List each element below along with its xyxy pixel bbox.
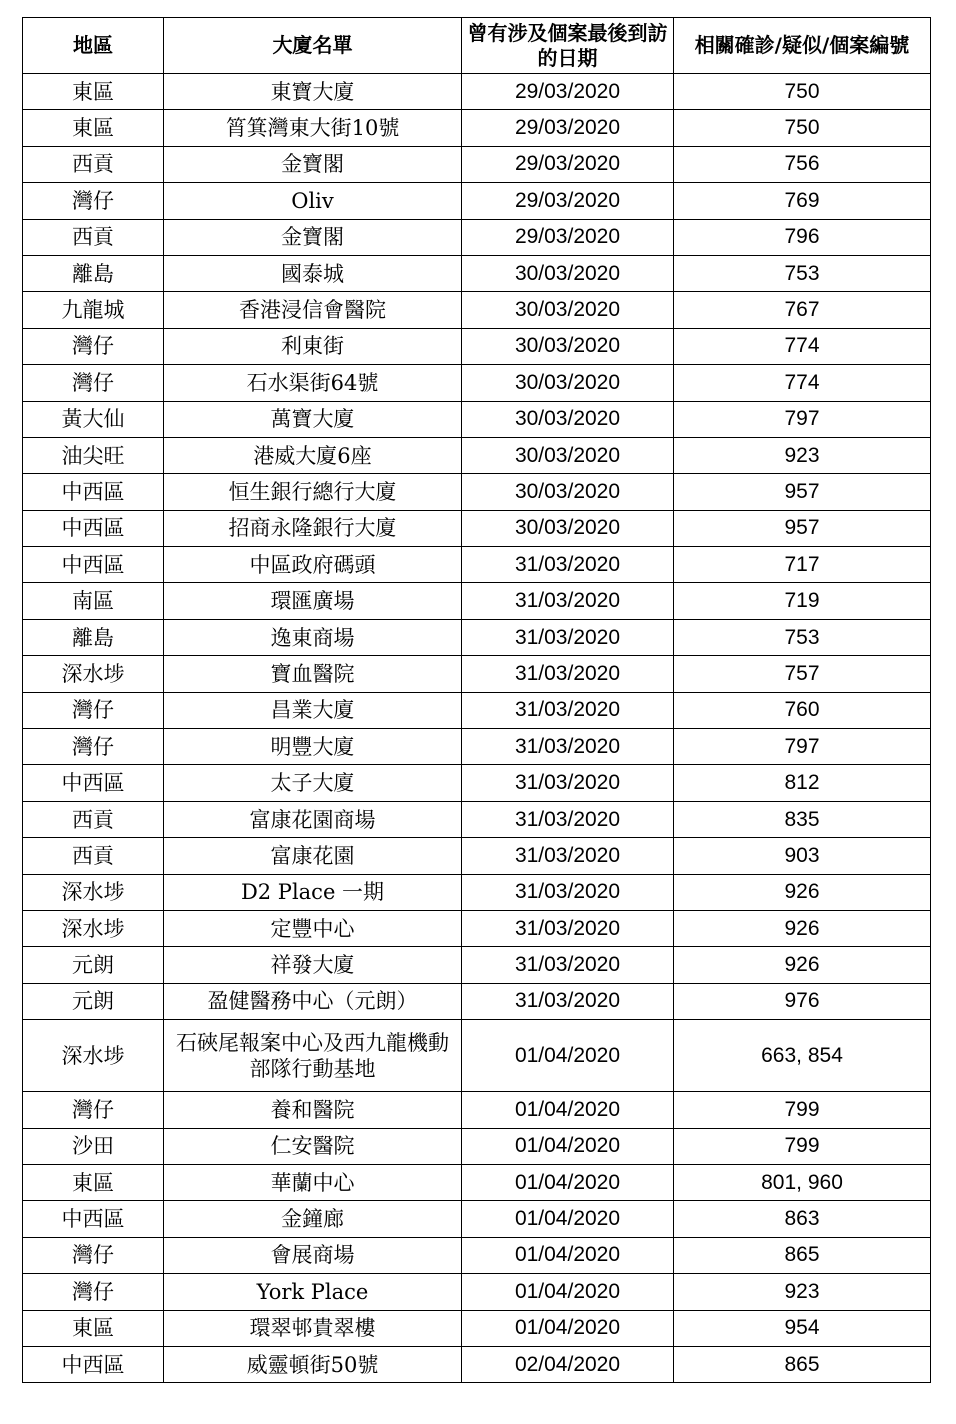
table-row bbox=[23, 983, 931, 1019]
cell-district: 中西區 bbox=[23, 1346, 164, 1382]
table-row bbox=[23, 765, 931, 801]
cell-district: 灣仔 bbox=[23, 365, 164, 401]
cell-district: 灣仔 bbox=[23, 1092, 164, 1128]
cell-date: 30/03/2020 bbox=[462, 474, 674, 510]
table-row bbox=[23, 437, 931, 473]
cell-cases: 923 bbox=[674, 1274, 931, 1310]
cell-building: 昌業大廈 bbox=[164, 692, 462, 728]
cell-cases: 926 bbox=[674, 947, 931, 983]
cell-district: 深水埗 bbox=[23, 1020, 164, 1092]
table-row bbox=[23, 1201, 931, 1237]
cell-date: 30/03/2020 bbox=[462, 365, 674, 401]
cell-cases: 863 bbox=[674, 1201, 931, 1237]
table-row bbox=[23, 510, 931, 546]
cell-date: 01/04/2020 bbox=[462, 1310, 674, 1346]
cell-district: 灣仔 bbox=[23, 729, 164, 765]
cell-cases: 797 bbox=[674, 729, 931, 765]
cell-building: 恒生銀行總行大廈 bbox=[164, 474, 462, 510]
cell-cases: 797 bbox=[674, 401, 931, 437]
cell-district: 西貢 bbox=[23, 801, 164, 837]
buildings-table bbox=[22, 17, 931, 1383]
cell-district: 黃大仙 bbox=[23, 401, 164, 437]
table-row bbox=[23, 146, 931, 182]
cell-building: 太子大廈 bbox=[164, 765, 462, 801]
cell-date: 01/04/2020 bbox=[462, 1201, 674, 1237]
table-row bbox=[23, 947, 931, 983]
cell-cases: 923 bbox=[674, 437, 931, 473]
cell-cases: 796 bbox=[674, 219, 931, 255]
cell-district: 灣仔 bbox=[23, 328, 164, 364]
cell-cases: 750 bbox=[674, 110, 931, 146]
table-row bbox=[23, 328, 931, 364]
cell-building: 筲箕灣東大街10號 bbox=[164, 110, 462, 146]
cell-district: 九龍城 bbox=[23, 292, 164, 328]
table-row bbox=[23, 401, 931, 437]
cell-building: 富康花園商場 bbox=[164, 801, 462, 837]
cell-date: 30/03/2020 bbox=[462, 328, 674, 364]
cell-building: 金寶閣 bbox=[164, 146, 462, 182]
cell-district: 西貢 bbox=[23, 146, 164, 182]
cell-date: 30/03/2020 bbox=[462, 292, 674, 328]
table-row bbox=[23, 74, 931, 110]
cell-cases: 954 bbox=[674, 1310, 931, 1346]
cell-cases: 719 bbox=[674, 583, 931, 619]
table-row bbox=[23, 1092, 931, 1128]
cell-cases: 760 bbox=[674, 692, 931, 728]
cell-cases: 774 bbox=[674, 365, 931, 401]
cell-cases: 756 bbox=[674, 146, 931, 182]
cell-building: 寶血醫院 bbox=[164, 656, 462, 692]
table-row bbox=[23, 1274, 931, 1310]
cell-date: 31/03/2020 bbox=[462, 583, 674, 619]
cell-date: 02/04/2020 bbox=[462, 1346, 674, 1382]
cell-district: 離島 bbox=[23, 619, 164, 655]
cell-building: York Place bbox=[164, 1274, 462, 1310]
table-header-row bbox=[23, 18, 931, 74]
table-row bbox=[23, 692, 931, 728]
cell-building: 會展商場 bbox=[164, 1237, 462, 1273]
table-row bbox=[23, 838, 931, 874]
cell-date: 31/03/2020 bbox=[462, 874, 674, 910]
cell-cases: 750 bbox=[674, 74, 931, 110]
cell-district: 深水埗 bbox=[23, 910, 164, 946]
cell-date: 01/04/2020 bbox=[462, 1164, 674, 1200]
cell-district: 中西區 bbox=[23, 547, 164, 583]
table-row bbox=[23, 547, 931, 583]
cell-date: 31/03/2020 bbox=[462, 910, 674, 946]
cell-building: 東寶大廈 bbox=[164, 74, 462, 110]
cell-date: 31/03/2020 bbox=[462, 983, 674, 1019]
cell-cases: 753 bbox=[674, 619, 931, 655]
table-row bbox=[23, 1310, 931, 1346]
cell-cases: 799 bbox=[674, 1128, 931, 1164]
table-row bbox=[23, 729, 931, 765]
cell-date: 31/03/2020 bbox=[462, 729, 674, 765]
cell-date: 30/03/2020 bbox=[462, 401, 674, 437]
cell-building: 港威大廈6座 bbox=[164, 437, 462, 473]
cell-district: 深水埗 bbox=[23, 656, 164, 692]
cell-building: 明豐大廈 bbox=[164, 729, 462, 765]
cell-district: 灣仔 bbox=[23, 692, 164, 728]
table-row bbox=[23, 1128, 931, 1164]
header-cases: 相關確診/疑似/個案編號 bbox=[674, 18, 931, 74]
cell-building: 仁安醫院 bbox=[164, 1128, 462, 1164]
cell-district: 南區 bbox=[23, 583, 164, 619]
cell-district: 元朗 bbox=[23, 947, 164, 983]
header-date: 曾有涉及個案最後到訪的日期 bbox=[462, 18, 674, 74]
cell-cases: 926 bbox=[674, 874, 931, 910]
cell-district: 深水埗 bbox=[23, 874, 164, 910]
cell-cases: 957 bbox=[674, 474, 931, 510]
cell-date: 29/03/2020 bbox=[462, 183, 674, 219]
cell-date: 31/03/2020 bbox=[462, 801, 674, 837]
cell-cases: 753 bbox=[674, 255, 931, 291]
cell-district: 東區 bbox=[23, 1310, 164, 1346]
cell-cases: 663, 854 bbox=[674, 1020, 931, 1092]
header-building: 大廈名單 bbox=[164, 18, 462, 74]
cell-cases: 774 bbox=[674, 328, 931, 364]
table-row bbox=[23, 801, 931, 837]
cell-district: 元朗 bbox=[23, 983, 164, 1019]
cell-building: 富康花園 bbox=[164, 838, 462, 874]
cell-district: 東區 bbox=[23, 110, 164, 146]
cell-cases: 976 bbox=[674, 983, 931, 1019]
table-row bbox=[23, 474, 931, 510]
cell-district: 西貢 bbox=[23, 838, 164, 874]
table-row bbox=[23, 656, 931, 692]
cell-date: 31/03/2020 bbox=[462, 692, 674, 728]
cell-building: 環翠邨貴翠樓 bbox=[164, 1310, 462, 1346]
cell-cases: 903 bbox=[674, 838, 931, 874]
cell-date: 01/04/2020 bbox=[462, 1092, 674, 1128]
cell-building: 中區政府碼頭 bbox=[164, 547, 462, 583]
cell-date: 31/03/2020 bbox=[462, 656, 674, 692]
cell-district: 油尖旺 bbox=[23, 437, 164, 473]
cell-building: 金鐘廊 bbox=[164, 1201, 462, 1237]
cell-building: Oliv bbox=[164, 183, 462, 219]
cell-building: 養和醫院 bbox=[164, 1092, 462, 1128]
cell-date: 01/04/2020 bbox=[462, 1274, 674, 1310]
cell-district: 灣仔 bbox=[23, 183, 164, 219]
cell-district: 灣仔 bbox=[23, 1274, 164, 1310]
table-row bbox=[23, 183, 931, 219]
cell-date: 29/03/2020 bbox=[462, 219, 674, 255]
cell-cases: 865 bbox=[674, 1346, 931, 1382]
cell-building: 盈健醫務中心（元朗） bbox=[164, 983, 462, 1019]
cell-cases: 717 bbox=[674, 547, 931, 583]
cell-district: 離島 bbox=[23, 255, 164, 291]
cell-cases: 957 bbox=[674, 510, 931, 546]
cell-building: 利東街 bbox=[164, 328, 462, 364]
table-row bbox=[23, 365, 931, 401]
cell-cases: 769 bbox=[674, 183, 931, 219]
cell-district: 沙田 bbox=[23, 1128, 164, 1164]
table-row bbox=[23, 1237, 931, 1273]
cell-date: 01/04/2020 bbox=[462, 1128, 674, 1164]
table-row bbox=[23, 874, 931, 910]
cell-date: 31/03/2020 bbox=[462, 838, 674, 874]
cell-cases: 835 bbox=[674, 801, 931, 837]
table-row bbox=[23, 1346, 931, 1382]
cell-date: 30/03/2020 bbox=[462, 255, 674, 291]
cell-building: 環匯廣場 bbox=[164, 583, 462, 619]
cell-district: 東區 bbox=[23, 1164, 164, 1200]
cell-building: 華蘭中心 bbox=[164, 1164, 462, 1200]
cell-building: 萬寶大廈 bbox=[164, 401, 462, 437]
cell-cases: 865 bbox=[674, 1237, 931, 1273]
cell-building: 金寶閣 bbox=[164, 219, 462, 255]
cell-cases: 812 bbox=[674, 765, 931, 801]
cell-building: 威靈頓街50號 bbox=[164, 1346, 462, 1382]
cell-district: 中西區 bbox=[23, 510, 164, 546]
cell-building: 國泰城 bbox=[164, 255, 462, 291]
cell-district: 灣仔 bbox=[23, 1237, 164, 1273]
cell-date: 01/04/2020 bbox=[462, 1237, 674, 1273]
cell-cases: 799 bbox=[674, 1092, 931, 1128]
header-district: 地區 bbox=[23, 18, 164, 74]
cell-date: 31/03/2020 bbox=[462, 619, 674, 655]
cell-building: 定豐中心 bbox=[164, 910, 462, 946]
cell-date: 31/03/2020 bbox=[462, 547, 674, 583]
cell-date: 29/03/2020 bbox=[462, 146, 674, 182]
cell-district: 西貢 bbox=[23, 219, 164, 255]
table-row bbox=[23, 110, 931, 146]
cell-building: 石硤尾報案中心及西九龍機動部隊行動基地 bbox=[164, 1020, 462, 1092]
table-body bbox=[23, 74, 931, 1383]
cell-date: 30/03/2020 bbox=[462, 510, 674, 546]
cell-district: 中西區 bbox=[23, 765, 164, 801]
cell-cases: 926 bbox=[674, 910, 931, 946]
table-row bbox=[23, 910, 931, 946]
table-row bbox=[23, 583, 931, 619]
table-row bbox=[23, 619, 931, 655]
cell-date: 31/03/2020 bbox=[462, 947, 674, 983]
cell-cases: 767 bbox=[674, 292, 931, 328]
cell-building: 石水渠街64號 bbox=[164, 365, 462, 401]
cell-cases: 757 bbox=[674, 656, 931, 692]
cell-building: D2 Place 一期 bbox=[164, 874, 462, 910]
cell-building: 香港浸信會醫院 bbox=[164, 292, 462, 328]
cell-building: 逸東商場 bbox=[164, 619, 462, 655]
cell-date: 01/04/2020 bbox=[462, 1020, 674, 1092]
cell-date: 29/03/2020 bbox=[462, 110, 674, 146]
table-row bbox=[23, 219, 931, 255]
cell-date: 29/03/2020 bbox=[462, 74, 674, 110]
cell-district: 中西區 bbox=[23, 474, 164, 510]
cell-date: 31/03/2020 bbox=[462, 765, 674, 801]
cell-cases: 801, 960 bbox=[674, 1164, 931, 1200]
cell-date: 30/03/2020 bbox=[462, 437, 674, 473]
table-row bbox=[23, 255, 931, 291]
cell-district: 中西區 bbox=[23, 1201, 164, 1237]
cell-district: 東區 bbox=[23, 74, 164, 110]
cell-building: 招商永隆銀行大廈 bbox=[164, 510, 462, 546]
table-row bbox=[23, 1164, 931, 1200]
table-row bbox=[23, 1020, 931, 1092]
table-row bbox=[23, 292, 931, 328]
cell-building: 祥發大廈 bbox=[164, 947, 462, 983]
